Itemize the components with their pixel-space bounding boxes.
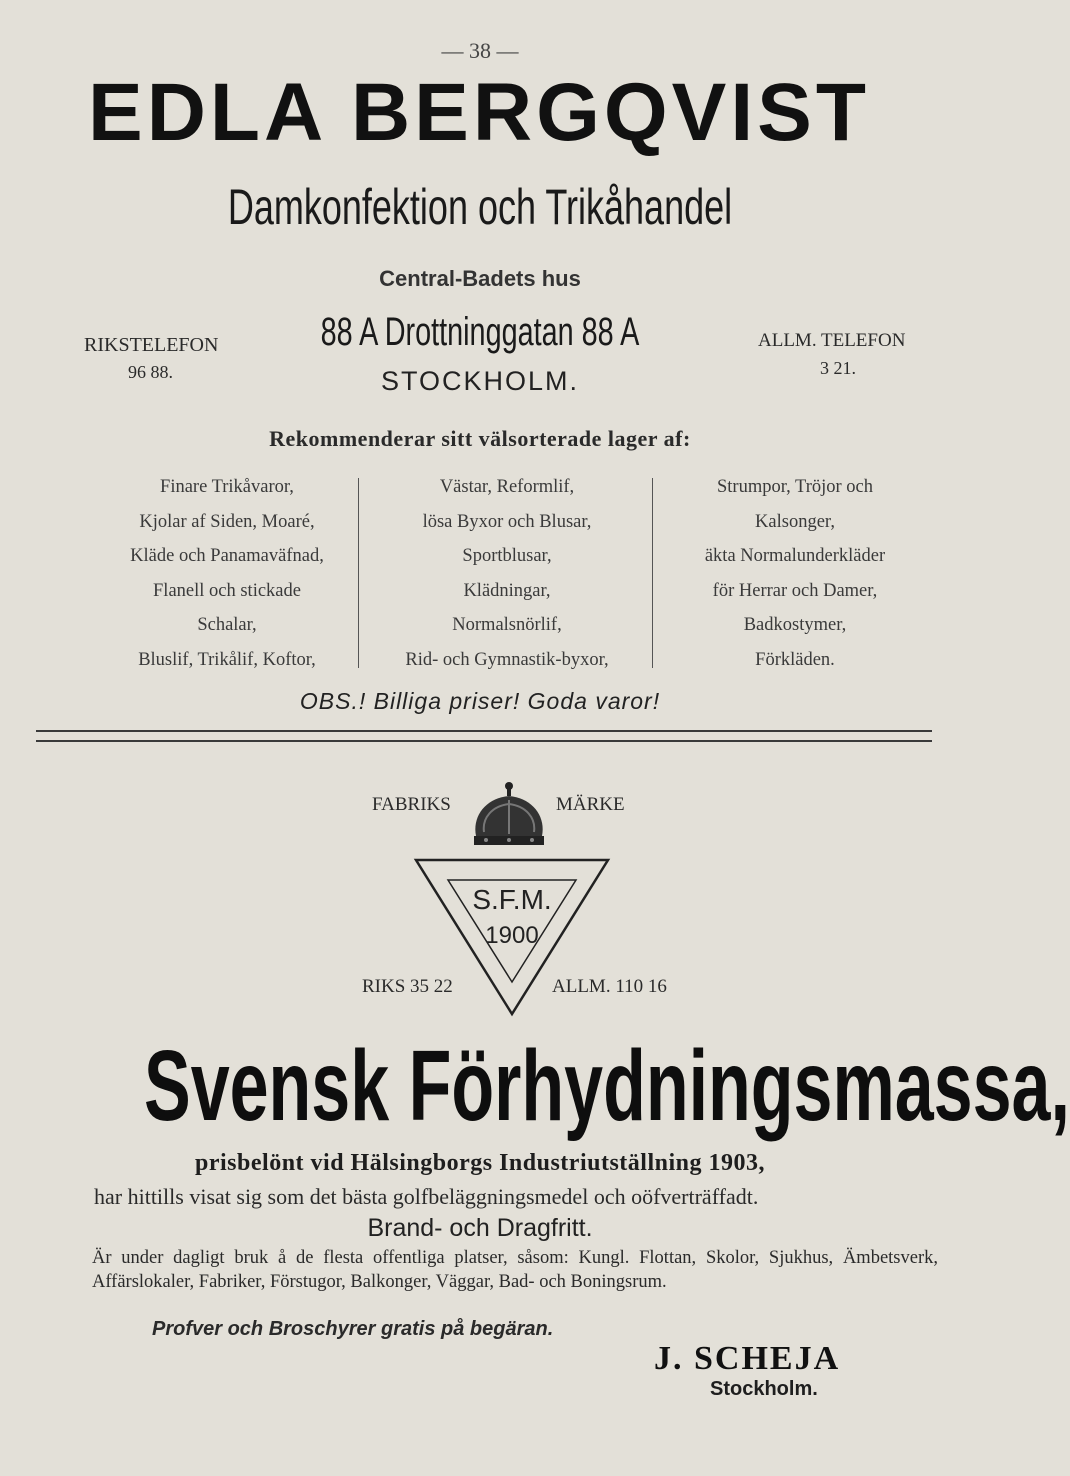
list-item: Schalar, [197, 615, 257, 636]
brochure-line: Profver och Broschyrer gratis på begäran. [152, 1318, 554, 1340]
column-divider [652, 478, 653, 668]
trademark-right-label: MÄRKE [556, 794, 625, 815]
product-column-2 [368, 470, 646, 678]
brand-name: EDLA BERGQVIST [88, 67, 870, 158]
list-item: Sportblusar, [462, 546, 552, 567]
product-title: Svensk Förhydningsmassa, [144, 1030, 1070, 1142]
list-item: Strumpor, Tröjor och [716, 477, 873, 497]
list-item: Normalsnörlif, [452, 615, 562, 636]
list-item: för Herrar och Damer, [712, 580, 878, 601]
claim-line: har hittills visat sig som det bästa golfbeläggningsmedel och oöfverträffadt. [94, 1184, 759, 1209]
list-item: Badkostymer, [743, 615, 847, 636]
list-item: Bluslif, Trikålif, Koftor, [138, 649, 316, 670]
product-column-3 [660, 470, 930, 678]
trademark-left-label: FABRIKS [372, 794, 451, 815]
column-divider [358, 478, 359, 668]
trademark-riks-phone: RIKS 35 22 [362, 976, 453, 997]
award-line: prisbelönt vid Hälsingborgs Industriutställning 1903, [195, 1150, 765, 1176]
list-item: Finare Trikåvaror, [160, 477, 294, 497]
brand-subtitle: Damkonfektion och Trikåhandel [227, 179, 733, 235]
trademark-mark-text: S.F.M. [472, 884, 552, 915]
city: STOCKHOLM. [380, 366, 580, 396]
list-item: Flanell och stickade [153, 580, 301, 601]
list-item: Förkläden. [755, 649, 835, 670]
signature-name: J. SCHEJA [654, 1340, 841, 1377]
signature-city: Stockholm. [710, 1378, 818, 1400]
list-item: Kalsonger, [755, 511, 835, 532]
page-number: — 38 — [441, 38, 519, 63]
obs-slogan: OBS.! Billiga priser! Goda varor! [299, 688, 661, 714]
street-address: 88 A Drottninggatan 88 A [320, 310, 640, 354]
divider-rule [36, 740, 932, 742]
riks-telephone-number: 96 88. [128, 362, 173, 382]
fireproof-line: Brand- och Dragfritt. [367, 1214, 593, 1242]
list-item: äkta Normalunderkläder [704, 546, 886, 567]
list-item: lösa Byxor och Blusar, [422, 511, 592, 532]
product-column-1 [96, 470, 358, 678]
list-item: Kjolar af Siden, Moaré, [139, 511, 315, 532]
allm-telephone-label: ALLM. TELEFON [758, 330, 906, 351]
list-item: Rid- och Gymnastik-byxor, [405, 649, 609, 670]
trademark-year: 1900 [485, 922, 539, 949]
venue: Central-Badets hus [379, 266, 581, 291]
trademark-allm-phone: ALLM. 110 16 [552, 976, 667, 997]
crown-icon [466, 780, 552, 850]
list-item: Klädningar, [463, 580, 551, 601]
allm-telephone-number: 3 21. [820, 358, 856, 378]
intro-heading: Rekommenderar sitt välsorterade lager af: [269, 426, 691, 451]
usage-paragraph: Är under dagligt bruk å de flesta offentliga platser, såsom: Kungl. Flottan, Skolor, Sjukhus, Ämbetsverk, Affärslokaler, Fabriker, Förstugor, Balkonger, Väggar, Bad- och Boningsrum. [92, 1248, 938, 1292]
riks-telephone-label: RIKSTELEFON [84, 334, 219, 356]
list-item: Västar, Reformlif, [439, 477, 575, 497]
list-item: Kläde och Panamaväfnad, [130, 546, 324, 567]
divider-rule [36, 730, 932, 732]
